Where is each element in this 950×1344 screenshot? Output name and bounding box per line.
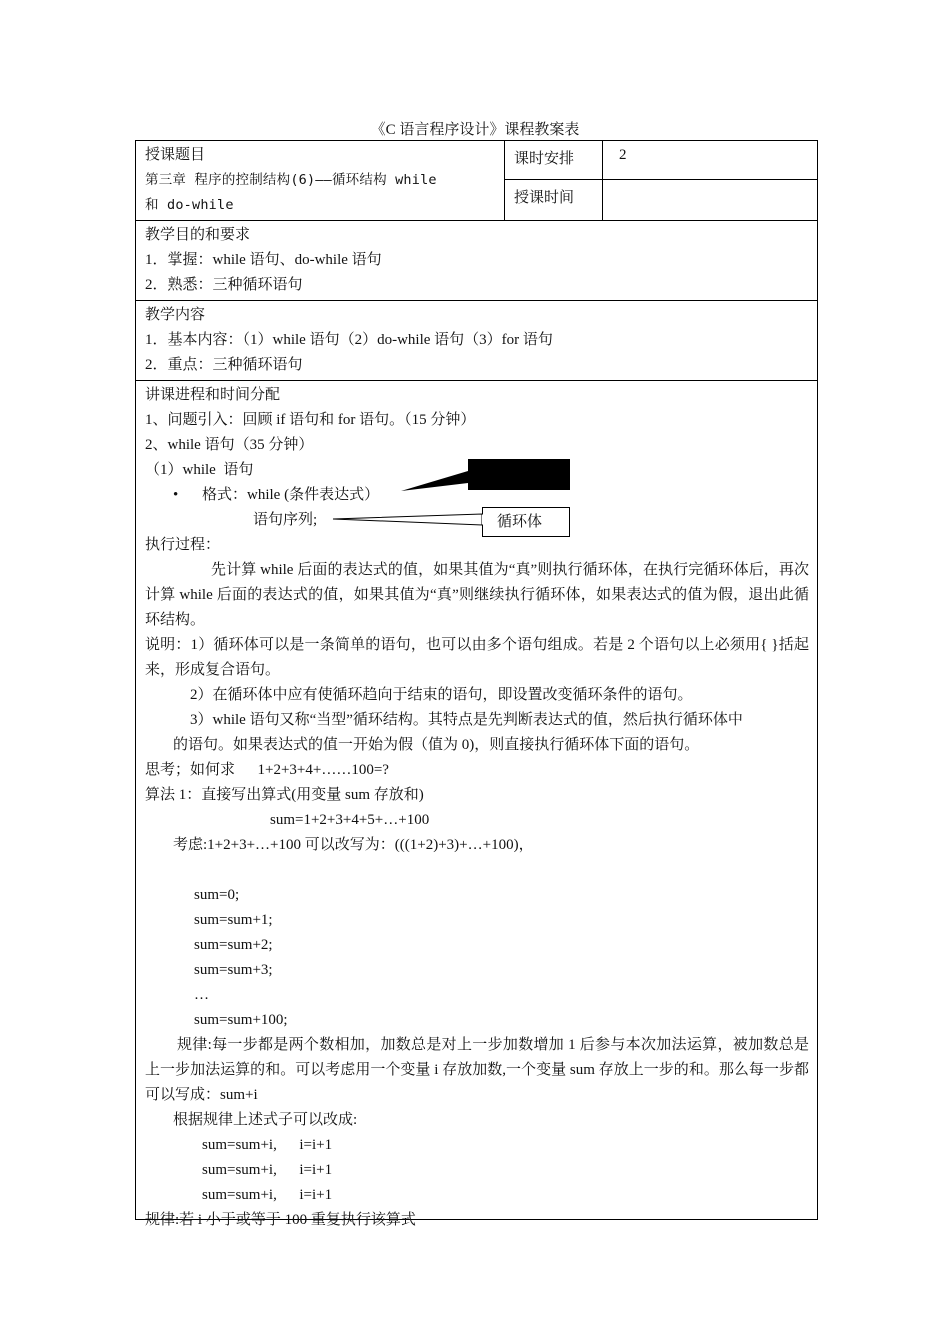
step-line: sum=sum+i, i=i+1: [202, 1137, 333, 1153]
document-title: 《C 语言程序设计》课程教案表: [370, 122, 580, 138]
algorithm-1: 算法 1：直接写出算式(用变量 sum 存放和): [145, 787, 424, 803]
time-value-cell: [603, 179, 818, 220]
code-line: sum=0;: [194, 887, 240, 903]
note-2: 2）在循环体中应有使循环趋向于结束的语句，即设置改变循环条件的语句。: [190, 687, 693, 703]
statement-sequence: 语句序列;: [253, 512, 318, 528]
lesson-plan-table: [135, 140, 818, 1228]
objective-item: 2．熟悉：三种循环语句: [145, 277, 303, 293]
rule-final: 规律:若 i 小于或等于 100 重复执行该算式: [145, 1212, 416, 1228]
content-item: 1．基本内容：（1）while 语句（2）do-while 语句（3）for 语句: [145, 332, 553, 348]
topic-title-line1: 第三章 程序的控制结构(6)——循环结构 while: [145, 172, 437, 188]
objective-item: 1．掌握：while 语句、do-while 语句: [145, 252, 382, 268]
bullet: •: [173, 487, 179, 503]
note-1: 说明：1）循环体可以是一条简单的语句，也可以由多个语句组成。若是 2 个语句以上必须用{ }括起来，形成复合语句。: [145, 637, 809, 678]
code-line: sum=sum+1;: [194, 912, 273, 928]
objectives-section: [136, 221, 818, 301]
process-heading: 讲课进程和时间分配: [145, 387, 281, 403]
execution-heading: 执行过程：: [145, 537, 221, 553]
process-body: [145, 383, 809, 1228]
think-question: 思考；如何求 1+2+3+4+……100=?: [145, 762, 389, 778]
note-3b: 的语句。如果表达式的值一开始为假（值为 0)，则直接执行循环体下面的语句。: [173, 737, 700, 753]
topic-label: 授课题目: [145, 147, 206, 163]
process-step-while: 2、while 语句（35 分钟）: [145, 437, 314, 453]
hours-value: 2: [619, 147, 627, 163]
topic-cell: [136, 141, 505, 221]
code-line: sum=sum+100;: [194, 1012, 288, 1028]
hours-value-cell: [603, 141, 818, 180]
objectives-heading: 教学目的和要求: [145, 227, 251, 243]
rule-paragraph: 规律:每一步都是两个数相加，加数总是对上一步加数增加 1 后参与本次加法运算，被加数总是上一步加法运算的和。可以考虑用一个变量 i 存放加数,一个变量 sum 存放上一步的和。那么每一步都可以写成：sum+i: [145, 1037, 809, 1103]
process-section: [136, 381, 818, 1228]
while-subheading: （1）while 语句: [145, 462, 254, 478]
loop-body-callout: 循环体: [482, 507, 570, 537]
process-step-intro: 1、问题引入：回顾 if 语句和 for 语句。（15 分钟）: [145, 412, 476, 428]
sum-formula: sum=1+2+3+4+5+…+100: [270, 812, 430, 828]
time-label-cell: [505, 179, 603, 220]
while-format: 格式：while (条件表达式）: [202, 487, 380, 503]
step-line: sum=sum+i, i=i+1: [202, 1187, 333, 1203]
step-line: sum=sum+i, i=i+1: [202, 1162, 333, 1178]
content-heading: 教学内容: [145, 307, 206, 323]
content-item: 2．重点：三种循环语句: [145, 357, 303, 373]
topic-title-line2: 和 do-while: [145, 197, 234, 213]
content-section: [136, 301, 818, 381]
time-label: 授课时间: [514, 189, 575, 206]
note-3a: 3）while 语句又称“当型”循环结构。其特点是先判断表达式的值，然后执行循环体中: [190, 712, 743, 728]
execution-paragraph: 先计算 while 后面的表达式的值，如果其值为“真”则执行循环体，在执行完循环体后，再次计算 while 后面的表达式的值，如果其值为“真”则继续执行循环体，如果表达式的值为假，退出此循环结构。: [145, 562, 809, 628]
hours-label-cell: [505, 141, 603, 180]
code-line: …: [194, 987, 209, 1003]
code-line: sum=sum+3;: [194, 962, 273, 978]
callout-pointer-joint: [145, 383, 809, 553]
consider-line: 考虑:1+2+3+…+100 可以改写为：(((1+2)+3)+…+100)，: [173, 837, 534, 853]
rewrite-line: 根据规律上述式子可以改成:: [173, 1112, 358, 1128]
hours-label: 课时安排: [514, 151, 575, 167]
code-line: sum=sum+2;: [194, 937, 273, 953]
